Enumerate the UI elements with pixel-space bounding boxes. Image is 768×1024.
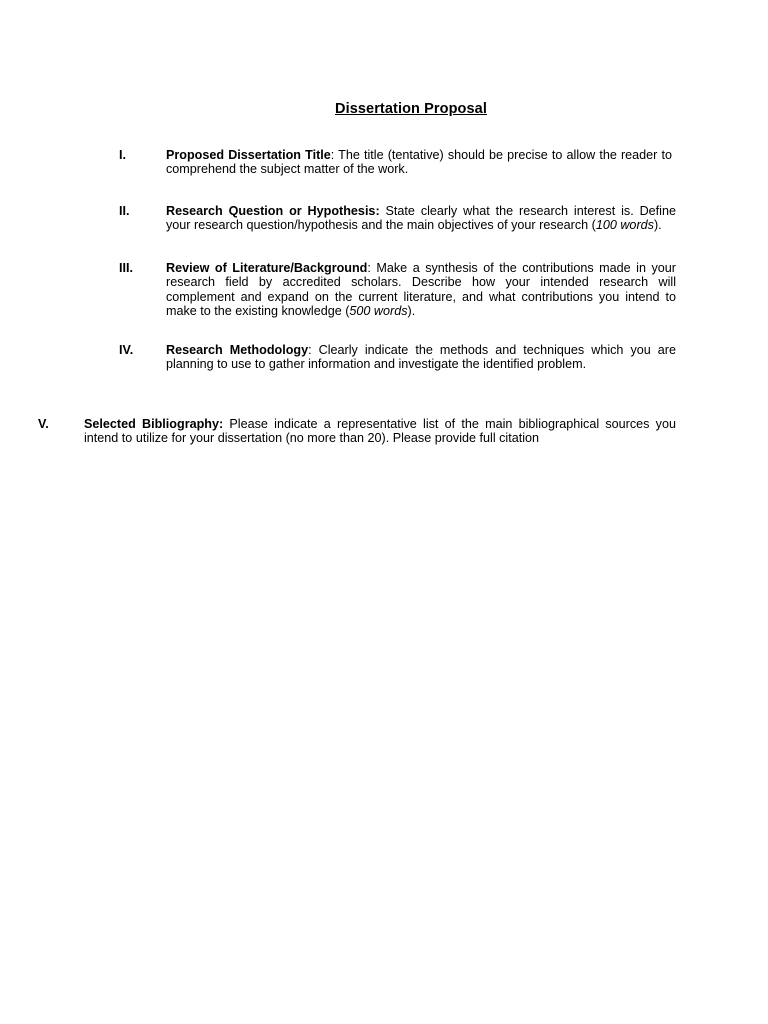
section-numeral-1: I. xyxy=(119,148,126,162)
section-text-1: The title (tentative) should be precise to allow the reader to comprehend the subject matter of the work. xyxy=(166,148,672,177)
section-heading-2: Research Question or Hypothesis: xyxy=(166,204,380,218)
section-text-3: Make a synthesis of the contributions made in your research field by accredited scholars. Describe how your intended research will complement and expand on the current literature, and what contributions you intend to make to the existing knowledge ( xyxy=(166,261,676,319)
section-text-5: Please indicate a representative list of the main bibliographical sources you intend to utilize for your dissertation (no more than 20). Please provide full citation xyxy=(84,417,676,446)
section-heading-4: Research Methodology xyxy=(166,343,309,357)
section-body-2 xyxy=(166,204,676,233)
document-title: Dissertation Proposal xyxy=(335,101,487,117)
section-heading-5: Selected Bibliography: xyxy=(84,417,224,431)
section-emphasis-3: 500 words xyxy=(349,304,408,319)
section-text-after-2: ). xyxy=(653,218,662,233)
section-numeral-2: II. xyxy=(119,204,130,218)
section-body-3 xyxy=(166,261,676,319)
section-heading-1: Proposed Dissertation Title xyxy=(166,148,331,162)
section-heading-suffix-1: : xyxy=(330,148,335,162)
section-text-4: Clearly indicate the methods and techniques which you are planning to use to gather information and investigate the identified problem. xyxy=(166,343,677,372)
section-text-after-3: ). xyxy=(407,304,416,319)
section-heading-3: Review of Literature/Background xyxy=(166,261,368,275)
section-text-2: State clearly what the research interest is. Define your research question/hypothesis and the main objectives of your research ( xyxy=(166,204,676,233)
section-emphasis-2: 100 words xyxy=(595,218,654,233)
section-heading-suffix-4: : xyxy=(308,343,312,357)
section-body-5 xyxy=(84,417,676,446)
section-body-1 xyxy=(166,148,672,177)
section-numeral-5: V. xyxy=(38,417,49,431)
section-heading-suffix-3: : xyxy=(367,261,371,275)
section-body-4 xyxy=(166,343,676,372)
section-numeral-4: IV. xyxy=(119,343,134,357)
section-numeral-3: III. xyxy=(119,261,133,275)
